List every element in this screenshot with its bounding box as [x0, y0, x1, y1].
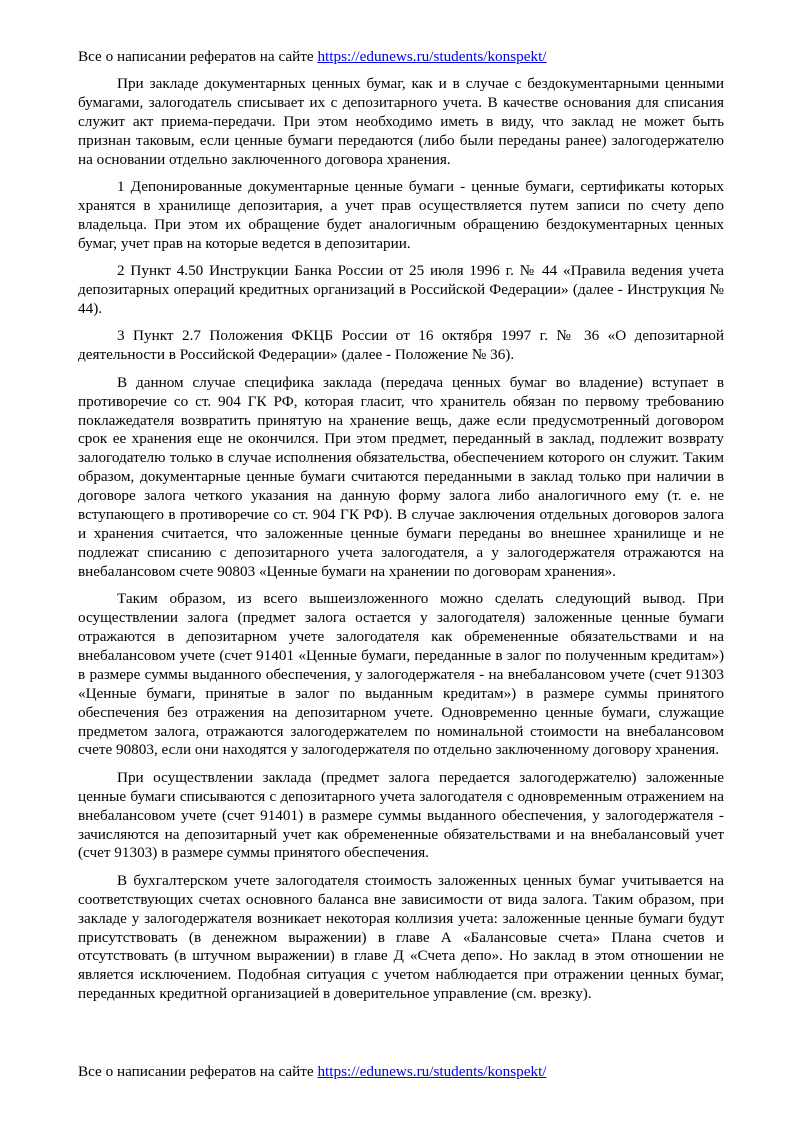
paragraph-accounting: В бухгалтерском учете залогодателя стоимость заложенных ценных бумаг учитывается на соответствующих счетах основного баланса вне зависимости от вида залога. Таким образом, при закладе у залогодержателя возникает некоторая коллизия учета: заложенные ценные бумаги будут присутствовать (в денежном выражении) в главе А «Балансовые счета» Плана счетов и отсутствовать (в штучном выражении) в главе Д «Счета депо». Но заклад в этом отношении не является исключением. Подобная ситуация с учетом наблюдается при отражении ценных бумаг, переданных кредитной организацией в доверительное управление (см. врезку). [78, 871, 724, 1003]
footnote-1: 1 Депонированные документарные ценные бумаги - ценные бумаги, сертификаты которых хранятся в хранилище депозитария, а учет прав осуществляется путем записи по счету депо владельца. При этом их обращение будет аналогичным обращению бездокументарных ценных бумаг, учет прав на которые ведется в депозитарии. [78, 178, 724, 252]
page-footer [78, 1062, 547, 1082]
paragraph-conclusion: Таким образом, из всего вышеизложенного можно сделать следующий вывод. При осуществлении залога (предмет залога остается у залогодателя) заложенные ценные бумаги отражаются в депозитарном учете залогодателя как обремененные обязательствами и на внебалансовом учете (счет 91401 «Ценные бумаги, переданные в залог по полученным кредитам») в размере суммы выданного обеспечения, у залогодержателя - на внебалансовом учете (счет 91303 «Ценные бумаги, принятые в залог по выданным кредитам») в размере суммы принятого обеспечения без отражения на депозитарном учете. Одновременно ценные бумаги, служащие предметом залога, отражаются залогодержателем по номинальной стоимости на внебалансовом счете 90803, если они находятся у залогодержателя по отдельно заключенному договору хранения. [78, 590, 724, 759]
footer-text: Все о написании рефератов на сайте [78, 1063, 318, 1080]
footer-link[interactable]: https://edunews.ru/students/konspekt/ [317, 1063, 547, 1080]
footnote-3: 3 Пункт 2.7 Положения ФКЦБ России от 16 октября 1997 г. № 36 «О депозитарной деятельности в Российской Федерации» (далее - Положение № 36). [78, 327, 724, 364]
header-text: Все о написании рефератов на сайте [78, 48, 318, 65]
paragraph-pledge: При осуществлении заклада (предмет залога передается залогодержателю) заложенные ценные бумаги списываются с депозитарного учета залогодателя с одновременным отражением на внебалансовом учете (счет 91401) в размере суммы выданного обеспечения, у залогодержателя - зачисляются на депозитарный учет как обремененные обязательствами и на внебалансовый учет (счет 91303) в размере суммы принятого обеспечения. [78, 768, 724, 862]
footnote-2: 2 Пункт 4.50 Инструкции Банка России от 25 июля 1996 г. № 44 «Правила ведения учета депозитарных операций кредитных организаций в Российской Федерации» (далее - Инструкция № 44). [78, 262, 724, 317]
document-body [78, 75, 724, 1013]
paragraph-specifics: В данном случае специфика заклада (передача ценных бумаг во владение) вступает в противоречие со ст. 904 ГК РФ, которая гласит, что хранитель обязан по первому требованию поклажедателя возвратить принятую на хранение вещь, даже если предусмотренный договором срок ее хранения еще не окончился. При этом предмет, переданный в заклад, подлежит возврату залогодателю только в случае исполнения обязательства, обеспечением которого он служит. Таким образом, документарные ценные бумаги считаются переданными в заклад только при наличии в договоре залога четкого указания на данную форму залога либо аналогичного ему (т. е. не вступающего в противоречие со ст. 904 ГК РФ). В случае заключения отдельных договоров залога и хранения считается, что заложенные ценные бумаги переданы во внешнее хранилище и не подлежат списанию с депозитарного учета залогодателя, а у залогодержателя отражаются на внебалансовом счете 90803 «Ценные бумаги на хранении по договорам хранения». [78, 373, 724, 580]
header-link[interactable]: https://edunews.ru/students/konspekt/ [317, 48, 547, 65]
page-header [78, 47, 547, 67]
paragraph-intro: При закладе документарных ценных бумаг, как и в случае с бездокументарными ценными бумагами, залогодатель списывает их с депозитарного учета. В качестве основания для списания служит акт приема-передачи. При этом необходимо иметь в виду, что заклад не может быть признан таковым, если ценные бумаги передаются (либо были переданы ранее) залогодержателю на основании отдельно заключенного договора хранения. [78, 75, 724, 168]
